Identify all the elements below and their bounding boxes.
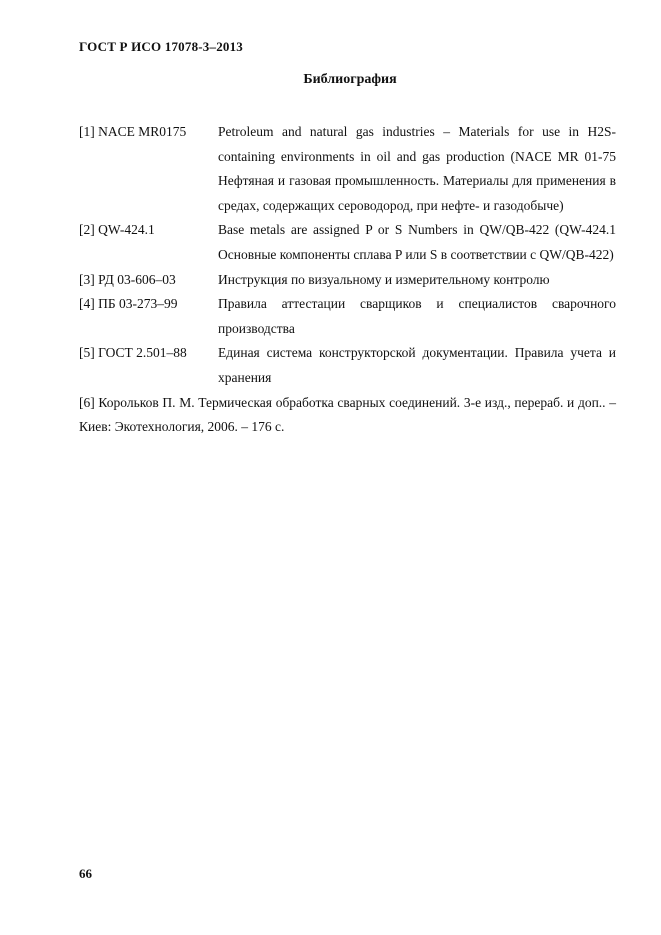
entry-reference: [3] РД 03-606–03 (79, 271, 176, 287)
entry-description: Petroleum and natural gas industries – Materials for use in H2S-containing environments in oil and gas production (NACE MR 01-75 Нефтяная и газовая промышленность. Материалы для применения в средах, содержащих сероводород, при нефте- и газодобыче) (218, 124, 616, 213)
entry-description: Инструкция по визуальному и измерительному контролю (218, 271, 550, 287)
entry-description: Единая система конструкторской документации. Правила учета и хранения (218, 345, 616, 385)
bibliography-list (79, 120, 616, 440)
entry-reference: [4] ПБ 03-273–99 (79, 296, 178, 312)
entry-reference: [2] QW-424.1 (79, 222, 155, 238)
entry-description: Base metals are assigned P or S Numbers in QW/QB-422 (QW-424.1 Основные компоненты сплава P или S в соответствии с QW/QB-422) (218, 222, 616, 262)
document-header: ГОСТ Р ИСО 17078-3–2013 (79, 39, 244, 54)
bibliography-entry (79, 292, 616, 341)
bibliography-entry (79, 120, 616, 218)
entry-reference: [5] ГОСТ 2.501–88 (79, 345, 187, 361)
entry-description: Правила аттестации сварщиков и специалистов сварочного производства (218, 296, 616, 336)
page-number: 66 (79, 866, 92, 881)
bibliography-entry (79, 341, 616, 390)
entry-reference: [1] NACE MR0175 (79, 124, 187, 139)
bibliography-entry (79, 218, 616, 267)
bibliography-entry-full-width: [6] Корольков П. М. Термическая обработка сварных соединений. 3-е изд., перераб. и доп.. – Киев: Экотехнология, 2006. – 176 с. (79, 394, 616, 435)
section-title: Библиография (303, 72, 397, 87)
bibliography-entry (79, 268, 616, 293)
